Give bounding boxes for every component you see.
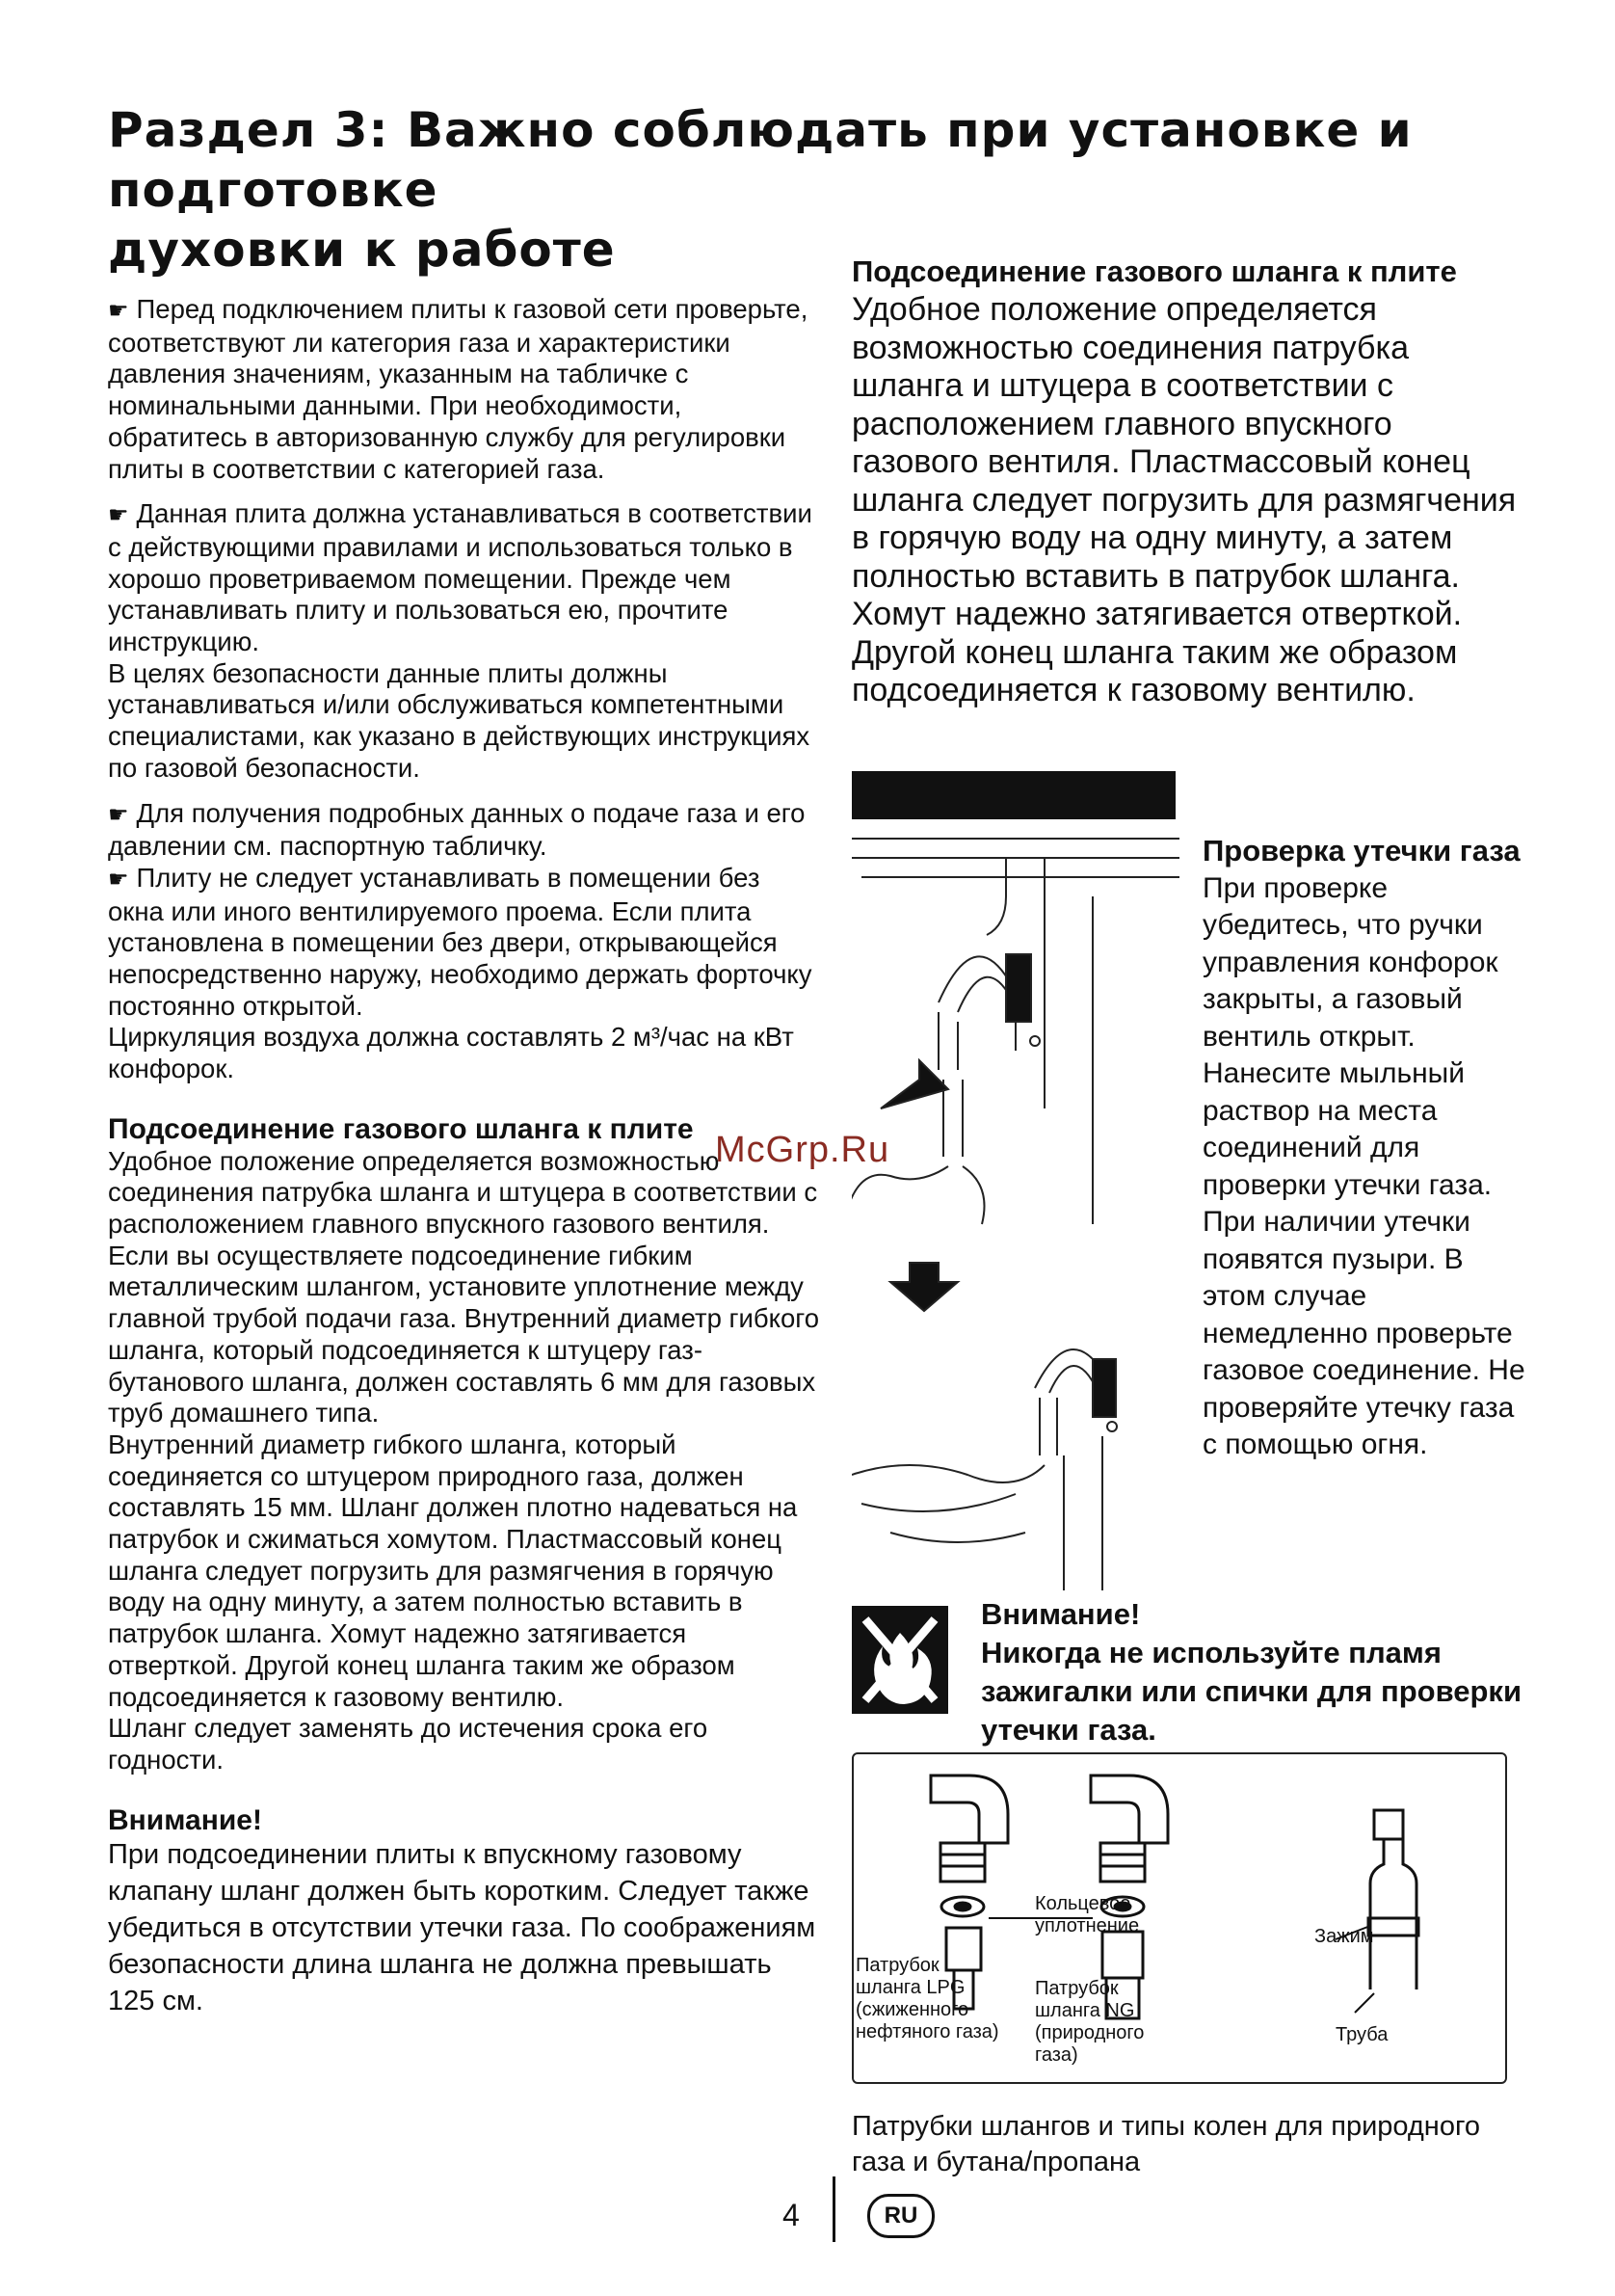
paragraph-hose-length: При подсоединении плиты к впускному газовому клапану шланг должен быть коротким. Следует также убедиться в отсутствии утечки газа. По соображениям безопасности длина шланга не должна превышать 125 см.: [108, 1839, 816, 2017]
left-column: [108, 294, 821, 2019]
paragraph-air-circulation: Циркуляция воздуха должна составлять 2 м³/час на кВт конфорок.: [108, 1022, 794, 1084]
paragraph-ventilated-room: ☛ Данная плита должна устанавливаться в соответствии с действующими правилами и использоваться только в хорошо проветриваемом помещении. Прежде чем устанавливать плиту и пользоваться ею, прочтите инструкцию.: [108, 498, 821, 658]
warning-title: Внимание!: [981, 1597, 1141, 1631]
fittings-caption: Патрубки шлангов и типы колен для природного газа и бутана/пропана: [852, 2111, 1481, 2177]
paragraph-hose-connection-right: Удобное положение определяется возможностью соединения патрубка шланга и штуцера в соответствии с расположением главного впускного газового вентиля. Пластмассовый конец шланга следует погрузить для размягчения в горячую воду на одну минуту, а затем полностью вставить в патрубок шланга. Хомут надежно затягивается отверткой. Другой конец шланга таким же образом подсоединяется к газовому вентилю.: [852, 291, 1517, 708]
label-lpg-fitting: Патрубок шланга LPG (сжиженного нефтяного газа): [856, 1955, 999, 2042]
paragraph-hose-diameter-lpg: Удобное положение определяется возможностью соединения патрубка шланга и штуцера в соответствии с расположением главного впускного газового вентиля. Если вы осуществляете подсоединение гибким металлическим шлангом, установите уплотнение между главной трубой подачи газа. Внутренний диаметр гибкого шланга, который подсоединяется к штуцеру газ-бутанового шланга, должен составлять 6 мм для газовых труб домашнего типа.: [108, 1145, 820, 1428]
title-line-2: подготовке: [108, 162, 438, 218]
paragraph-safety-specialists: В целях безопасности данные плиты должны устанавливаться и/или обслуживаться компетентными специалистами, как указано в действующих инструкциях по газовой безопасности.: [108, 657, 810, 783]
watermark: McGrp.Ru: [715, 1130, 890, 1170]
heading-hose-connection-right: Подсоединение газового шланга к плите: [852, 254, 1457, 288]
hose-connection-illustration: [852, 761, 1199, 1590]
paragraph-hose-replacement: Шланг следует заменять до истечения срока его годности.: [108, 1713, 708, 1775]
paragraph-leak-check: При проверке убедитесь, что ручки управления конфорок закрыты, а газовый вентиль открыт. Нанесите мыльный раствор на места соединений для проверки утечки газа. При наличии утечки появятся пузыри. В этом случае немедленно проверьте газовое соединение. Не проверяйте утечку газа с помощью огня.: [1203, 871, 1525, 1460]
right-column-hose: [852, 253, 1526, 710]
heading-attention-left: Внимание!: [108, 1803, 262, 1836]
paragraph-hose-diameter-ng: Внутренний диаметр гибкого шланга, который соединяется со штуцером природного газа, должен составлять 15 мм. Шланг должен плотно надеваться на патрубок и сжиматься хомутом. Пластмассовый конец шланга следует погрузить для размягчения в горячую воду на одну минуту, а затем полностью вставить в патрубок шланга. Хомут надежно затягивается отверткой. Другой конец шланга таким же образом подсоединяется к газовому вентилю.: [108, 1428, 798, 1712]
footer-divider: [833, 2176, 835, 2242]
label-ring-seal: Кольцевое уплотнение: [1035, 1893, 1140, 1936]
title-line-3: духовки к работе: [108, 222, 616, 278]
leak-check-section: [1203, 833, 1530, 1464]
label-ng-fitting: Патрубок шланга NG (природного газа): [1035, 1978, 1145, 2066]
label-clamp: Зажим: [1314, 1926, 1374, 1947]
fittings-diagram: [852, 1752, 1507, 2084]
heading-hose-connection-left: Подсоединение газового шланга к плите: [108, 1112, 694, 1145]
flame-warning: [981, 1595, 1540, 1749]
no-flame-warning-icon: [852, 1606, 948, 1714]
heading-leak-check: Проверка утечки газа: [1203, 834, 1521, 868]
paragraph-gas-category: ☛ Перед подключением плиты к газовой сети проверьте, соответствуют ли категория газа и характеристики давления значениям, указанным на табличке с номинальными данными. При необходимости, обратитесь в авторизованную службу для регулировки плиты в соответствии с категорией газа.: [108, 294, 821, 485]
label-pipe: Труба: [1336, 2024, 1389, 2045]
page-number: 4: [782, 2198, 800, 2232]
warning-text: Никогда не используйте пламя зажигалки или спички для проверки утечки газа.: [981, 1636, 1522, 1747]
title-line-1: Раздел 3: Важно соблюдать при установке и: [108, 102, 1413, 158]
language-badge: RU: [867, 2194, 935, 2238]
paragraph-gas-supply-data: ☛ Для получения подробных данных о подаче газа и его давлении см. паспортную табличку.: [108, 798, 821, 863]
paragraph-window-requirement: ☛ Плиту не следует устанавливать в помещении без окна или иного вентилируемого проема. Если плита установлена в помещении без двери, открывающейся непосредственно наружу, необходимо держать форточку постоянно открытой.: [108, 863, 821, 1023]
